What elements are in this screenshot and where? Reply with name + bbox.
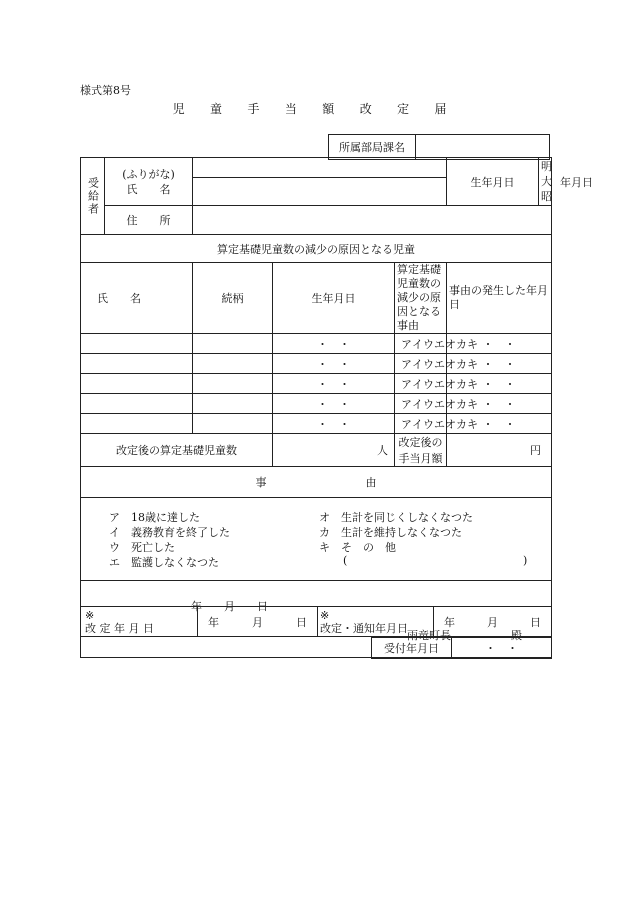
child-relation-input[interactable] — [193, 414, 273, 434]
other-paren-close: ) — [523, 554, 528, 567]
reason-option[interactable]: イ — [412, 397, 423, 411]
furigana-name-label: (ふりがな) 氏 名 — [105, 158, 193, 206]
revision-date-input[interactable]: 年 月 日 — [198, 607, 318, 637]
revision-date-label: ※ 改 定 年 月 日 — [81, 607, 198, 637]
child-relation-input[interactable] — [193, 374, 273, 394]
reason-option[interactable]: イ — [412, 377, 423, 391]
era-showa[interactable]: 昭 — [541, 190, 552, 203]
reason-option[interactable]: イ — [412, 337, 423, 351]
child-reason-options[interactable] — [395, 414, 478, 434]
reason-option[interactable]: キ — [467, 337, 478, 351]
reason-option[interactable]: イ — [412, 357, 423, 371]
child-row — [81, 354, 552, 374]
reason-option[interactable]: カ — [456, 417, 467, 431]
reasons-list — [81, 498, 552, 581]
reason-option[interactable]: エ — [434, 397, 445, 411]
recipient-name-input[interactable] — [193, 178, 447, 206]
year-label: 年 — [560, 175, 571, 189]
reason-option[interactable]: オ — [445, 397, 456, 411]
child-relation-input[interactable] — [193, 334, 273, 354]
notice-date-input[interactable]: 年 月 日 — [434, 607, 552, 637]
other-paren-open: ( — [343, 554, 348, 567]
header-occurred-date: 事由の発生した年月日 — [447, 263, 552, 334]
reason-option[interactable]: カ — [456, 377, 467, 391]
child-name-input[interactable] — [81, 354, 193, 374]
reason-option[interactable]: ア — [401, 377, 412, 391]
child-birth-input[interactable]: ・ ・ — [273, 354, 395, 374]
declaration-date[interactable]: 年 月 日 — [191, 600, 268, 613]
reason-option[interactable]: ア — [401, 337, 412, 351]
child-occurred-input[interactable]: ・ ・ — [447, 354, 552, 374]
reason-option[interactable]: オ — [445, 337, 456, 351]
reason-item-e: エ 監護しなくなつた — [109, 556, 219, 569]
child-birth-input[interactable]: ・ ・ — [273, 414, 395, 434]
reason-option[interactable]: カ — [456, 357, 467, 371]
reason-item-a: ア 18歳に達した — [109, 511, 200, 524]
amount-after-label: 改定後の手当月額 — [395, 434, 447, 467]
reason-option[interactable]: エ — [434, 337, 445, 351]
recipient-group-label: 受給者 — [81, 158, 105, 235]
child-row — [81, 334, 552, 354]
address-label: 住 所 — [105, 206, 193, 235]
child-reason-options[interactable] — [395, 374, 478, 394]
reason-option[interactable]: キ — [467, 397, 478, 411]
child-occurred-input[interactable]: ・ ・ — [447, 334, 552, 354]
reason-item-i: イ 義務教育を終了した — [109, 526, 230, 539]
child-row — [81, 394, 552, 414]
child-birth-input[interactable]: ・ ・ — [273, 394, 395, 414]
receipt-date-label: 受付年月日 — [372, 638, 452, 659]
reason-option[interactable]: オ — [445, 417, 456, 431]
child-reason-options[interactable] — [395, 394, 478, 414]
reason-item-ka: カ 生計を維持しなくなつた — [319, 526, 462, 539]
reason-option[interactable]: キ — [467, 417, 478, 431]
receipt-table — [371, 637, 552, 659]
reason-option[interactable]: キ — [467, 357, 478, 371]
child-birth-input[interactable]: ・ ・ — [273, 374, 395, 394]
count-after-label: 改定後の算定基礎児童数 — [81, 434, 273, 467]
addressee: 雨竜町長 — [407, 629, 451, 642]
header-reason: 算定基礎児童数の減少の原因となる事由 — [395, 263, 447, 334]
header-child-birth: 生年月日 — [273, 263, 395, 334]
reason-option[interactable]: ウ — [423, 417, 434, 431]
child-reason-options[interactable] — [395, 334, 478, 354]
era-taisho[interactable]: 大 — [541, 175, 552, 188]
reason-item-u: ウ 死亡した — [109, 541, 175, 554]
reason-option[interactable]: キ — [467, 377, 478, 391]
reason-option[interactable]: オ — [445, 377, 456, 391]
reason-option[interactable]: オ — [445, 357, 456, 371]
reason-option[interactable]: ウ — [423, 377, 434, 391]
reason-option[interactable]: エ — [434, 357, 445, 371]
reason-option[interactable]: エ — [434, 377, 445, 391]
amount-after-input[interactable]: 円 — [447, 434, 552, 467]
form-title: 児 童 手 当 額 改 定 届 — [172, 102, 458, 116]
reason-option[interactable]: ウ — [423, 337, 434, 351]
department-label: 所属部局課名 — [329, 135, 416, 160]
child-name-input[interactable] — [81, 374, 193, 394]
day-label: 日 — [582, 175, 593, 189]
reason-option[interactable]: カ — [456, 397, 467, 411]
child-name-input[interactable] — [81, 414, 193, 434]
era-meiji[interactable]: 明 — [541, 160, 552, 173]
addressee-honorific: 殿 — [511, 629, 522, 642]
child-occurred-input[interactable]: ・ ・ — [447, 374, 552, 394]
reason-option[interactable]: ア — [401, 357, 412, 371]
reason-option[interactable]: ア — [401, 417, 412, 431]
child-birth-input[interactable]: ・ ・ — [273, 334, 395, 354]
header-relation: 続柄 — [193, 263, 273, 334]
count-after-input[interactable]: 人 — [273, 434, 395, 467]
month-label: 月 — [571, 175, 582, 189]
child-name-input[interactable] — [81, 394, 193, 414]
department-input[interactable] — [416, 135, 550, 160]
birth-date-input[interactable] — [539, 158, 593, 206]
child-row — [81, 374, 552, 394]
children-section-title: 算定基礎児童数の減少の原因となる児童 — [81, 235, 552, 263]
reason-option[interactable]: ウ — [423, 397, 434, 411]
furigana-input[interactable] — [193, 158, 447, 178]
reason-item-ki: キ そ の 他 — [319, 541, 396, 554]
reason-option[interactable]: ア — [401, 397, 412, 411]
child-relation-input[interactable] — [193, 354, 273, 374]
birth-date-label: 生年月日 — [447, 158, 539, 206]
receipt-date-input[interactable]: ・ ・ — [452, 638, 552, 659]
address-input[interactable] — [193, 206, 552, 235]
child-row — [81, 414, 552, 434]
reason-option[interactable]: エ — [434, 417, 445, 431]
header-child-name: 氏 名 — [81, 263, 193, 334]
child-name-input[interactable] — [81, 334, 193, 354]
reason-item-o: オ 生計を同じくしなくなつた — [319, 511, 473, 524]
notice-date-label: ※ 改定・通知年月日 — [318, 607, 434, 637]
reasons-header: 事 由 — [81, 467, 552, 498]
child-occurred-input[interactable]: ・ ・ — [447, 394, 552, 414]
form-number: 様式第8号 — [80, 84, 131, 97]
main-form-table — [80, 157, 593, 658]
reason-option[interactable]: カ — [456, 337, 467, 351]
child-reason-options[interactable] — [395, 354, 478, 374]
child-relation-input[interactable] — [193, 394, 273, 414]
reason-option[interactable]: ウ — [423, 357, 434, 371]
child-occurred-input[interactable]: ・ ・ — [447, 414, 552, 434]
reason-option[interactable]: イ — [412, 417, 423, 431]
office-use-table — [80, 606, 552, 637]
